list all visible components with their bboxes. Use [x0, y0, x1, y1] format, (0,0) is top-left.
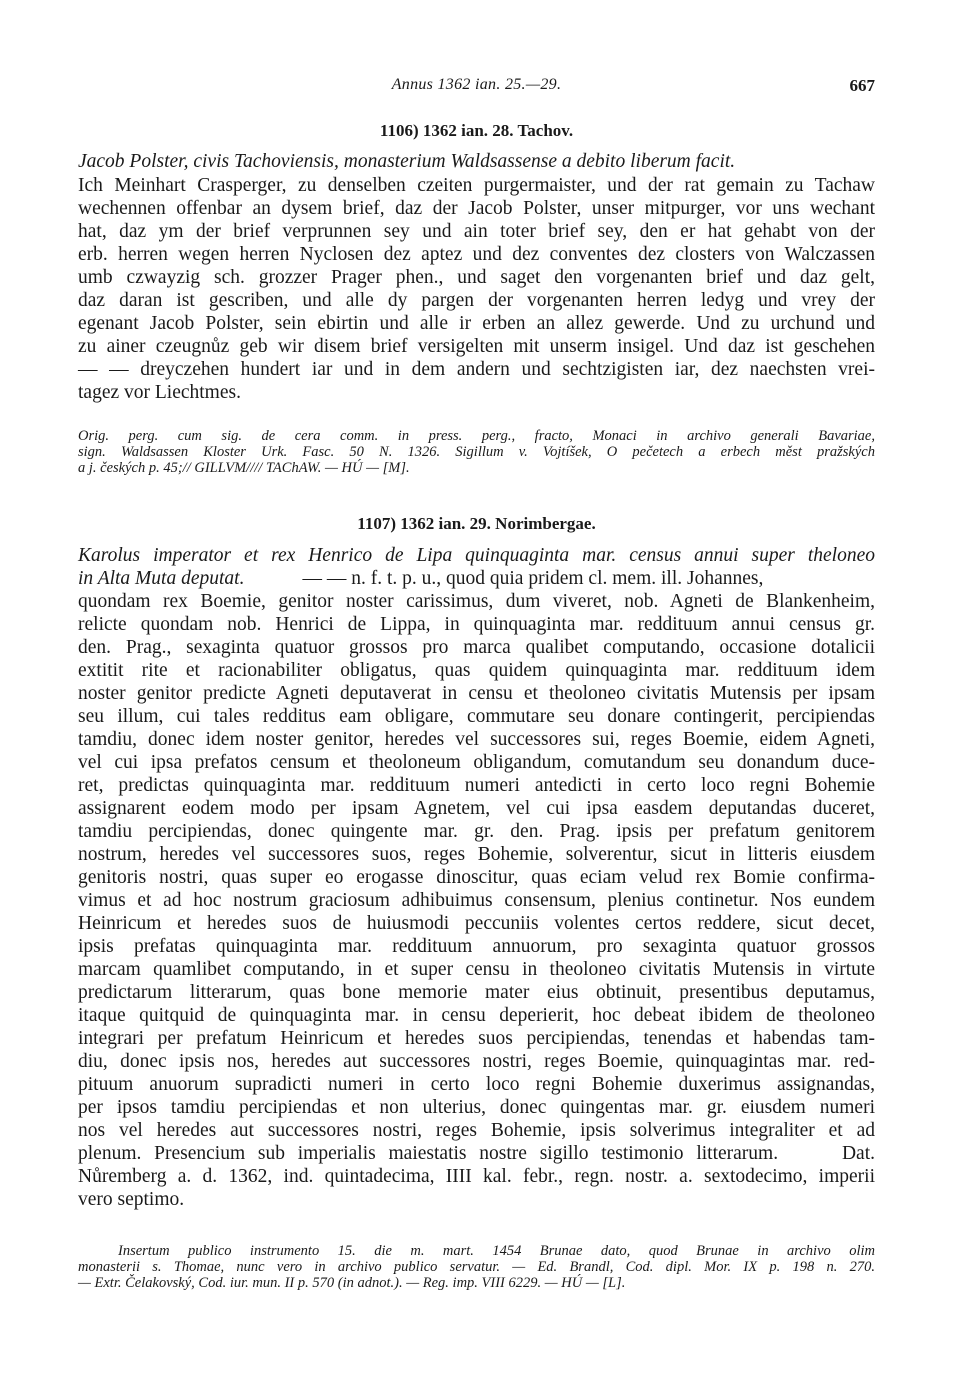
- text-line: Nůremberg a. d. 1362, ind. quintadecima, IIII kal. febr., regn. nostr. a. sextodecimo, imperii: [78, 1166, 875, 1187]
- text-line: relicte quondam nob. Henrici de Lippa, in quinquaginta mar. reddituum annui census gr.: [78, 614, 875, 635]
- text-line: daz daran ist gescriben, und alle dy pargen der vorgenanten herren ledyg und vrey der: [78, 290, 875, 311]
- text-line: per ipsos tamdiu percipiendas et non ulterius, donec quingentas mar. gr. eiusdem numeri: [78, 1097, 875, 1118]
- text-line: plenum. Presencium sub imperialis maiestatis nostre sigillo testimonio litterarum. Dat.: [78, 1143, 875, 1164]
- text-line: quondam rex Boemie, genitor noster carissimus, dum viveret, nob. Agneti de Blankenheim,: [78, 591, 875, 612]
- apparatus-line: monasterii s. Thomae, nunc vero in archivo publico servatur. — Ed. Brandl, Cod. dipl. Mor. IX p. 198 n. 270.: [78, 1259, 875, 1275]
- apparatus-line: Orig. perg. cum sig. de cera comm. in press. perg., fracto, Monaci in archivo generali Bavariae,: [78, 428, 875, 444]
- text-line: integrari per prefatum Heinricum et heredes suos percipiendas, tenendas et habendas tam-: [78, 1028, 875, 1049]
- text-line: marcam quamlibet computando, in et super censu in theoloneo civitatis Mutensis in virtute: [78, 959, 875, 980]
- text-line-rest: — — n. f. t. p. u., quod quia pridem cl. mem. ill. Johannes,: [302, 568, 764, 589]
- text-line: seu illum, cui tales redditus eam obligare, commutare seu donare contingerit, percipiendas: [78, 706, 875, 727]
- text-line: itaque quitquid de quinquaginta mar. in censu deperierit, hoc debeat ibidem de theoloneo: [78, 1005, 875, 1026]
- text-line: pituum anuorum supradicti numeri in certo loco regni Bohemie duxerimus assignandas,: [78, 1074, 875, 1095]
- running-head: [78, 76, 875, 100]
- doc-1106-apparatus: [78, 428, 875, 476]
- text-line: egenant Jacob Polster, sein ebirtin und alle ir erben an allez gewerde. Und zu urchund und: [78, 313, 875, 334]
- text-line: tagez vor Liechtmes.: [78, 382, 241, 403]
- text-line: — — dreyczehen hundert iar und in dem andern und sechtzigisten iar, dez naechsten vrei-: [78, 359, 875, 380]
- text-line: assignarent eodem modo per ipsam Agnetem, vel cui ipsa easdem deputandas duceret,: [78, 798, 875, 819]
- doc-1106-number: [78, 121, 875, 141]
- doc-1107-regest: [78, 544, 875, 567]
- text-line: wechennen offenbar an dysem brief, daz der Jacob Polster, unser mitpurger, vor uns wechant: [78, 198, 875, 219]
- doc-1107-body: [78, 567, 875, 1211]
- text-line: ipsis prefatas quinquaginta mar. reddituum annuorum, pro sexaginta quatuor grossos: [78, 936, 875, 957]
- regest-line: Karolus imperator et rex Henrico de Lipa quinquaginta mar. census annui super theloneo: [78, 545, 875, 566]
- doc-1107-number: [78, 514, 875, 534]
- apparatus-line: — Extr. Čelakovský, Cod. iur. mun. II p. 570 (in adnot.). — Reg. imp. VIII 6229. — HÚ — [L].: [78, 1275, 626, 1291]
- text-line: vero septimo.: [78, 1189, 185, 1210]
- text-line: noster genitor predicte Agneti deputaverat in censu et theoloneo civitatis Mutensis per ipsam: [78, 683, 875, 704]
- text-line: extitit rite et racionabiliter obligatus, quas quidem quinquaginta mar. reddituum idem: [78, 660, 875, 681]
- running-head-title: Annus 1362 ian. 25.—29.: [391, 76, 562, 93]
- page-number: 667: [849, 76, 875, 95]
- apparatus-line: Insertum publico instrumento 15. die m. mart. 1454 Brunae dato, quod Brunae in archivo olim: [118, 1243, 875, 1259]
- text-line: vel cui ipsa prefatos censum et theoloneum obligandum, comutandum seu donandum duce-: [78, 752, 875, 773]
- text-line: den. Prag., sexaginta quatuor grossos pro marca qualibet computando, occasione dotalicii: [78, 637, 875, 658]
- text-line: tamdiu percipiendas, donec quingente mar. gr. den. Prag. ipsis per prefatum genitorem: [78, 821, 875, 842]
- text-line: ret, predictas quinquaginta mar. reddituum numeri antedicti in certo loco regni Bohemie: [78, 775, 875, 796]
- doc-1106-body: [78, 174, 875, 404]
- text-line: predictarum litterarum, quas bone memorie mater eius obtinuit, presentibus deputamus,: [78, 982, 875, 1003]
- text-line: vimus et ad hoc nostrum graciosum adhibuimus consensum, plenius continetur. Nos eundem: [78, 890, 875, 911]
- text-line: Ich Meinhart Crasperger, zu denselben czeiten purgermaister, und der rat gemain zu Tachaw: [78, 175, 875, 196]
- regest-line: in Alta Muta deputat.: [78, 568, 245, 589]
- apparatus-line: sign. Waldsassen Kloster Urk. Fasc. 50 N. 1326. Sigillum v. Vojtíšek, O pečetech a erbech měst pražských: [78, 444, 875, 460]
- text-line: hat, daz ym der brief verprunnen sey und ain toter brief sey, den er hat gehabt von der: [78, 221, 875, 242]
- text-line: Heinricum et heredes suos de huiusmodi peccuniis volentes certos reddere, sicut decet,: [78, 913, 875, 934]
- text-line-first: [78, 567, 875, 590]
- apparatus-line: a j. českých p. 45;// GILLVM//// TAChAW. — HÚ — [M].: [78, 460, 410, 476]
- text-line: zu ainer czeugnůz geb wir disem brief versigelten mit unserm insigel. Und daz ist geschehen: [78, 336, 875, 357]
- doc-number-text: 1106) 1362 ian. 28. Tachov.: [379, 121, 574, 140]
- text-line: diu, donec ipsis nos, heredes aut successores nostri, reges Boemie, quinquagintas mar. red-: [78, 1051, 875, 1072]
- text-line: nostrum, heredes vel successores suos, reges Bohemie, solverentur, sicut in litteris eiusdem: [78, 844, 875, 865]
- doc-1106-regest: Jacob Polster, civis Tachoviensis, monasterium Waldsassense a debito liberum facit.: [78, 151, 736, 172]
- text-line: erb. herren wegen herren Nyclosen dez aptez und dez conventes dez closters von Walczassen: [78, 244, 875, 265]
- text-line: nos vel heredes aut successores nostri, reges Bohemie, ipsis solverimus integraliter et ad: [78, 1120, 875, 1141]
- text-line: umb czwayzig sch. grozzer Prager phen., und saget den vorgenanten brief und daz gelt,: [78, 267, 875, 288]
- text-line: genitoris nostri, quas super eo erogasse dinoscitur, quas eciam velud rex Bomie confirma-: [78, 867, 875, 888]
- doc-number-text: 1107) 1362 ian. 29. Norimbergae.: [357, 514, 596, 533]
- text-line: tamdiu, donec idem noster genitor, heredes vel successores sui, reges Boemie, eidem Agneti,: [78, 729, 875, 750]
- doc-1107-apparatus: [78, 1243, 875, 1291]
